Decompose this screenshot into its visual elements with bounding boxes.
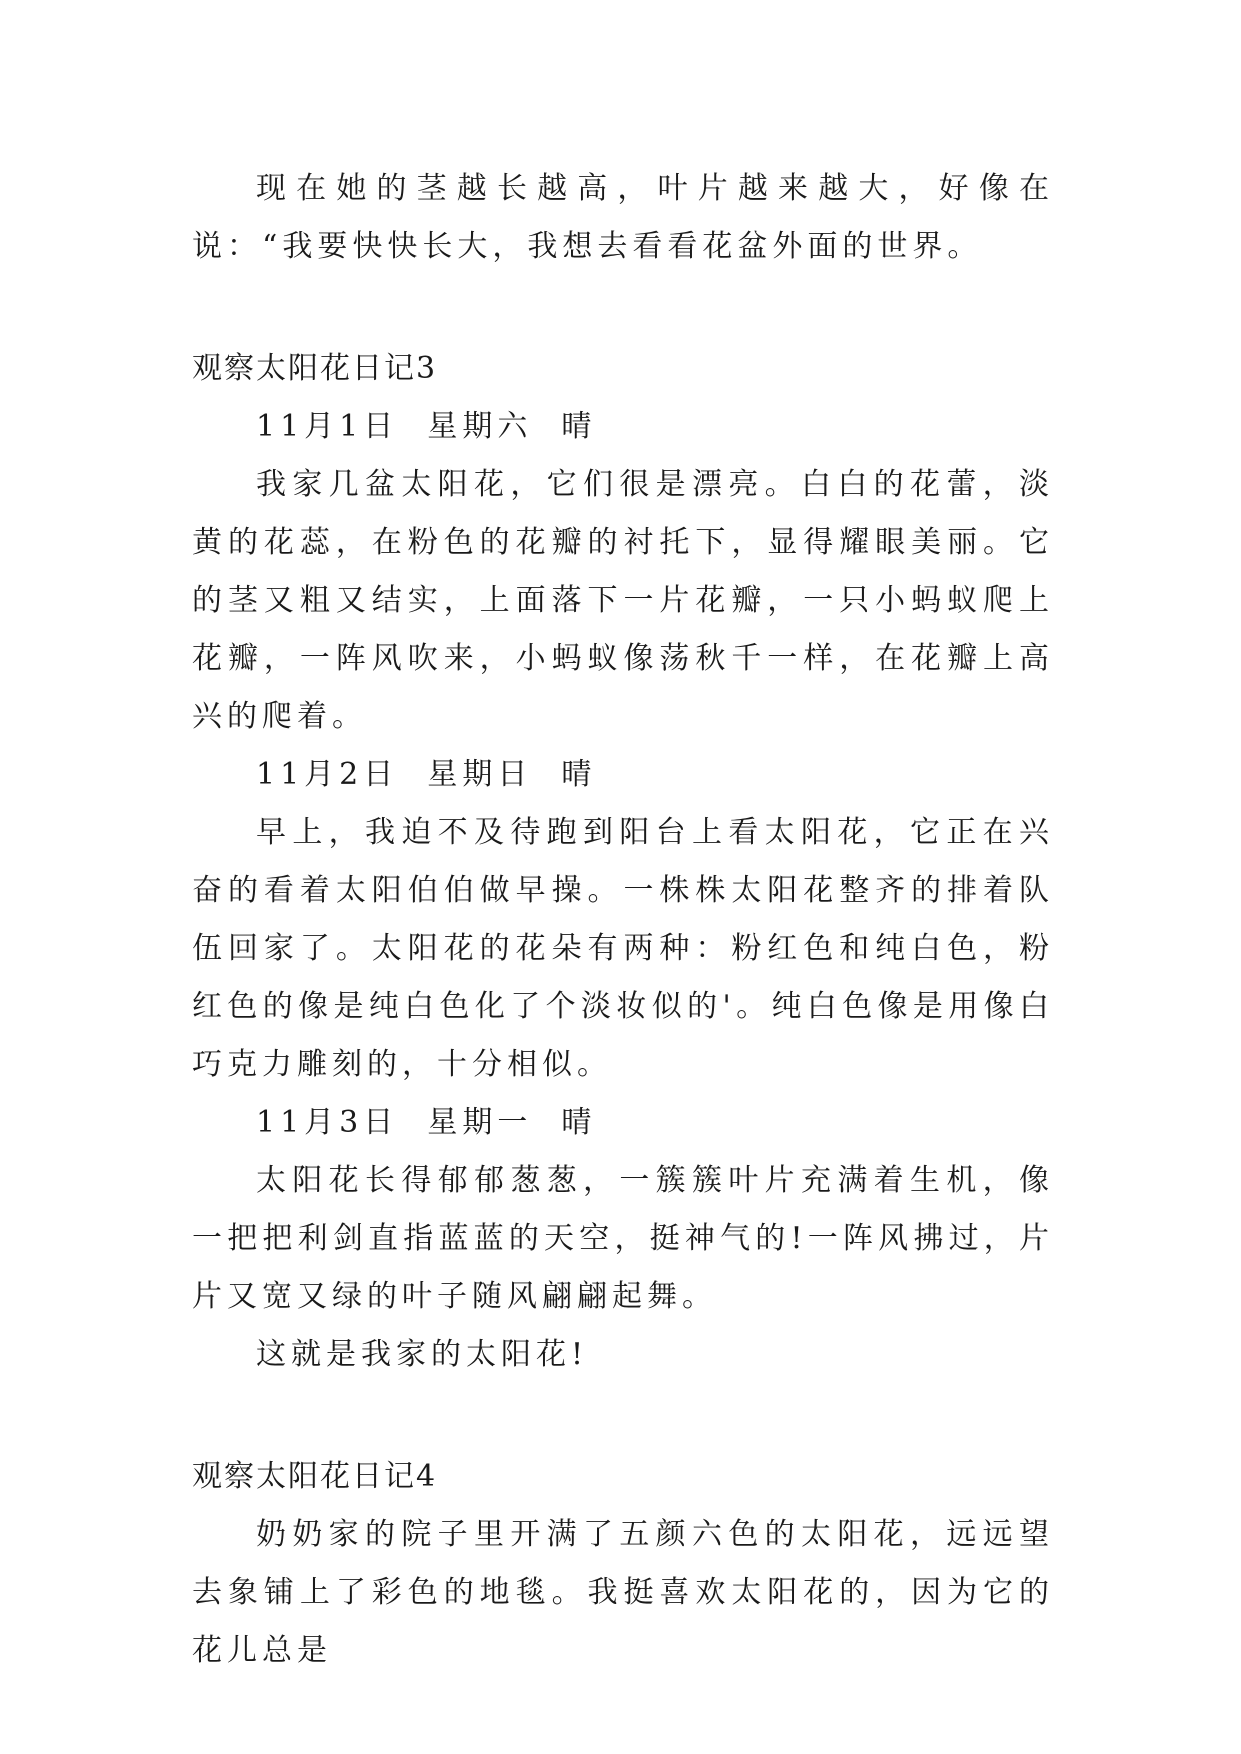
diary-3-entry-2-text: 早上，我迫不及待跑到阳台上看太阳花，它正在兴奋的看着太阳伯伯做早操。一株株太阳花整齐的排着队伍回家了。太阳花的花朵有两种：粉红色和纯白色，粉红色的像是纯白色化了个淡妆似的'。纯白色像是用像白巧克力雕刻的，十分相似。 bbox=[192, 815, 1054, 1082]
diary-3-title: 观察太阳花日记3 bbox=[192, 351, 438, 386]
document-body bbox=[192, 160, 1054, 1680]
diary-4-paragraph: 奶奶家的院子里开满了五颜六色的太阳花，远远望去象铺上了彩色的地毯。我挺喜欢太阳花的，因为它的花儿总是 bbox=[192, 1517, 1054, 1668]
diary-3-entry-3-date: 11月3日 星期一 晴 bbox=[256, 1105, 597, 1140]
section-gap bbox=[192, 276, 1054, 340]
diary-3-closing: 这就是我家的太阳花! bbox=[256, 1337, 589, 1372]
diary-3-entry-1-text: 我家几盆太阳花，它们很是漂亮。白白的花蕾，淡黄的花蕊，在粉色的花瓣的衬托下，显得耀眼美丽。它的茎又粗又结实，上面落下一片花瓣，一只小蚂蚁爬上花瓣，一阵风吹来，小蚂蚁像荡秋千一样，在花瓣上高兴的爬着。 bbox=[192, 467, 1054, 734]
diary-4-title: 观察太阳花日记4 bbox=[192, 1459, 438, 1494]
diary-3-entry-2-date: 11月2日 星期日 晴 bbox=[256, 757, 597, 792]
diary-3-entry-3-text: 太阳花长得郁郁葱葱，一簇簇叶片充满着生机，像一把把利剑直指蓝蓝的天空，挺神气的!一阵风拂过，片片又宽又绿的叶子随风翩翩起舞。 bbox=[192, 1163, 1054, 1314]
intro-paragraph: 现在她的茎越长越高，叶片越来越大，好像在说：“我要快快长大，我想去看看花盆外面的世界。 bbox=[192, 171, 1054, 264]
diary-3-entry-1-date: 11月1日 星期六 晴 bbox=[256, 409, 597, 444]
section-gap bbox=[192, 1384, 1054, 1448]
